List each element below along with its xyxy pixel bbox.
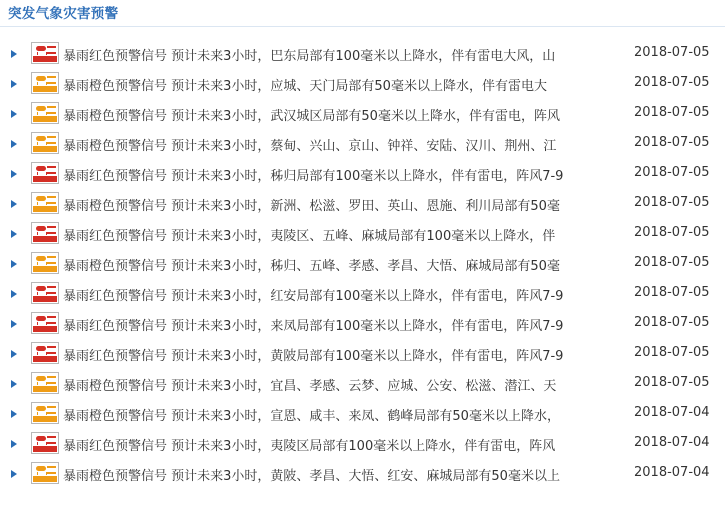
rainstorm-red-warning-icon (31, 42, 59, 64)
alert-date: 2018-07-05 (634, 165, 710, 180)
rainstorm-red-warning-icon (31, 312, 59, 334)
alert-link[interactable]: 暴雨橙色预警信号 预计未来3小时，秭归、五峰、孝感、孝昌、大悟、麻城局部有50毫 (63, 259, 560, 274)
alert-link[interactable]: 暴雨橙色预警信号 预计未来3小时，蔡甸、兴山、京山、钟祥、安陆、汉川、荆州、江 (63, 139, 557, 154)
alert-date: 2018-07-05 (634, 135, 710, 150)
alert-date: 2018-07-05 (634, 285, 710, 300)
alert-list-item[interactable] (0, 190, 725, 220)
alert-link[interactable]: 暴雨红色预警信号 预计未来3小时，黄陂局部有100毫米以上降水，伴有雷电，阵风7-9 (63, 349, 564, 364)
alert-list-item[interactable] (0, 340, 725, 370)
alert-list-item[interactable] (0, 40, 725, 70)
header-divider (0, 26, 725, 27)
bullet-arrow-icon (11, 110, 17, 118)
alert-list-item[interactable] (0, 70, 725, 100)
rainstorm-orange-warning-icon (31, 402, 59, 424)
alert-link[interactable]: 暴雨红色预警信号 预计未来3小时，秭归局部有100毫米以上降水，伴有雷电，阵风7-9 (63, 169, 564, 184)
rainstorm-orange-warning-icon (31, 132, 59, 154)
alert-link[interactable]: 暴雨红色预警信号 预计未来3小时，来凤局部有100毫米以上降水，伴有雷电，阵风7-9 (63, 319, 564, 334)
panel-header (0, 0, 725, 26)
bullet-arrow-icon (11, 470, 17, 478)
rainstorm-orange-warning-icon (31, 192, 59, 214)
alert-date: 2018-07-04 (634, 465, 710, 480)
alert-date: 2018-07-05 (634, 45, 710, 60)
bullet-arrow-icon (11, 290, 17, 298)
rainstorm-orange-warning-icon (31, 462, 59, 484)
alert-list (0, 40, 725, 490)
alert-list-item[interactable] (0, 280, 725, 310)
alert-link[interactable]: 暴雨橙色预警信号 预计未来3小时，宜昌、孝感、云梦、应城、公安、松滋、潜江、天 (63, 379, 557, 394)
alert-date: 2018-07-05 (634, 315, 710, 330)
alert-date: 2018-07-04 (634, 405, 710, 420)
alert-list-item[interactable] (0, 370, 725, 400)
bullet-arrow-icon (11, 50, 17, 58)
alert-date: 2018-07-05 (634, 75, 710, 90)
alert-link[interactable]: 暴雨红色预警信号 预计未来3小时，巴东局部有100毫米以上降水，伴有雷电大风，山 (63, 49, 556, 64)
alert-date: 2018-07-05 (634, 345, 710, 360)
bullet-arrow-icon (11, 230, 17, 238)
bullet-arrow-icon (11, 260, 17, 268)
rainstorm-red-warning-icon (31, 282, 59, 304)
alert-list-item[interactable] (0, 160, 725, 190)
alert-link[interactable]: 暴雨橙色预警信号 预计未来3小时，武汉城区局部有50毫米以上降水，伴有雷电，阵风 (63, 109, 560, 124)
alert-date: 2018-07-05 (634, 105, 710, 120)
bullet-arrow-icon (11, 380, 17, 388)
rainstorm-orange-warning-icon (31, 72, 59, 94)
alert-date: 2018-07-04 (634, 435, 710, 450)
rainstorm-orange-warning-icon (31, 372, 59, 394)
alert-link[interactable]: 暴雨红色预警信号 预计未来3小时，红安局部有100毫米以上降水，伴有雷电，阵风7-9 (63, 289, 564, 304)
bullet-arrow-icon (11, 200, 17, 208)
alert-list-item[interactable] (0, 220, 725, 250)
bullet-arrow-icon (11, 410, 17, 418)
rainstorm-red-warning-icon (31, 342, 59, 364)
alert-link[interactable]: 暴雨红色预警信号 预计未来3小时，夷陵区、五峰、麻城局部有100毫米以上降水，伴 (63, 229, 556, 244)
rainstorm-orange-warning-icon (31, 252, 59, 274)
alert-link[interactable]: 暴雨橙色预警信号 预计未来3小时，新洲、松滋、罗田、英山、恩施、利川局部有50毫 (63, 199, 560, 214)
alert-link[interactable]: 暴雨红色预警信号 预计未来3小时，夷陵区局部有100毫米以上降水，伴有雷电，阵风 (63, 439, 556, 454)
alert-link[interactable]: 暴雨橙色预警信号 预计未来3小时，应城、天门局部有50毫米以上降水，伴有雷电大 (63, 79, 547, 94)
alert-link[interactable]: 暴雨橙色预警信号 预计未来3小时，黄陂、孝昌、大悟、红安、麻城局部有50毫米以上 (63, 469, 560, 484)
bullet-arrow-icon (11, 440, 17, 448)
alert-list-item[interactable] (0, 400, 725, 430)
rainstorm-red-warning-icon (31, 162, 59, 184)
rainstorm-red-warning-icon (31, 222, 59, 244)
alert-list-item[interactable] (0, 460, 725, 490)
alert-list-item[interactable] (0, 250, 725, 280)
panel-title: 突发气象灾害预警 (8, 6, 119, 22)
alert-date: 2018-07-05 (634, 195, 710, 210)
bullet-arrow-icon (11, 320, 17, 328)
alert-list-item[interactable] (0, 310, 725, 340)
alert-date: 2018-07-05 (634, 375, 710, 390)
bullet-arrow-icon (11, 350, 17, 358)
bullet-arrow-icon (11, 80, 17, 88)
bullet-arrow-icon (11, 170, 17, 178)
rainstorm-red-warning-icon (31, 432, 59, 454)
alert-date: 2018-07-05 (634, 225, 710, 240)
bullet-arrow-icon (11, 140, 17, 148)
rainstorm-orange-warning-icon (31, 102, 59, 124)
alert-link[interactable]: 暴雨橙色预警信号 预计未来3小时，宣恩、咸丰、来凤、鹤峰局部有50毫米以上降水， (63, 409, 560, 424)
alert-list-item[interactable] (0, 130, 725, 160)
alert-list-item[interactable] (0, 100, 725, 130)
alert-date: 2018-07-05 (634, 255, 710, 270)
alert-list-item[interactable] (0, 430, 725, 460)
